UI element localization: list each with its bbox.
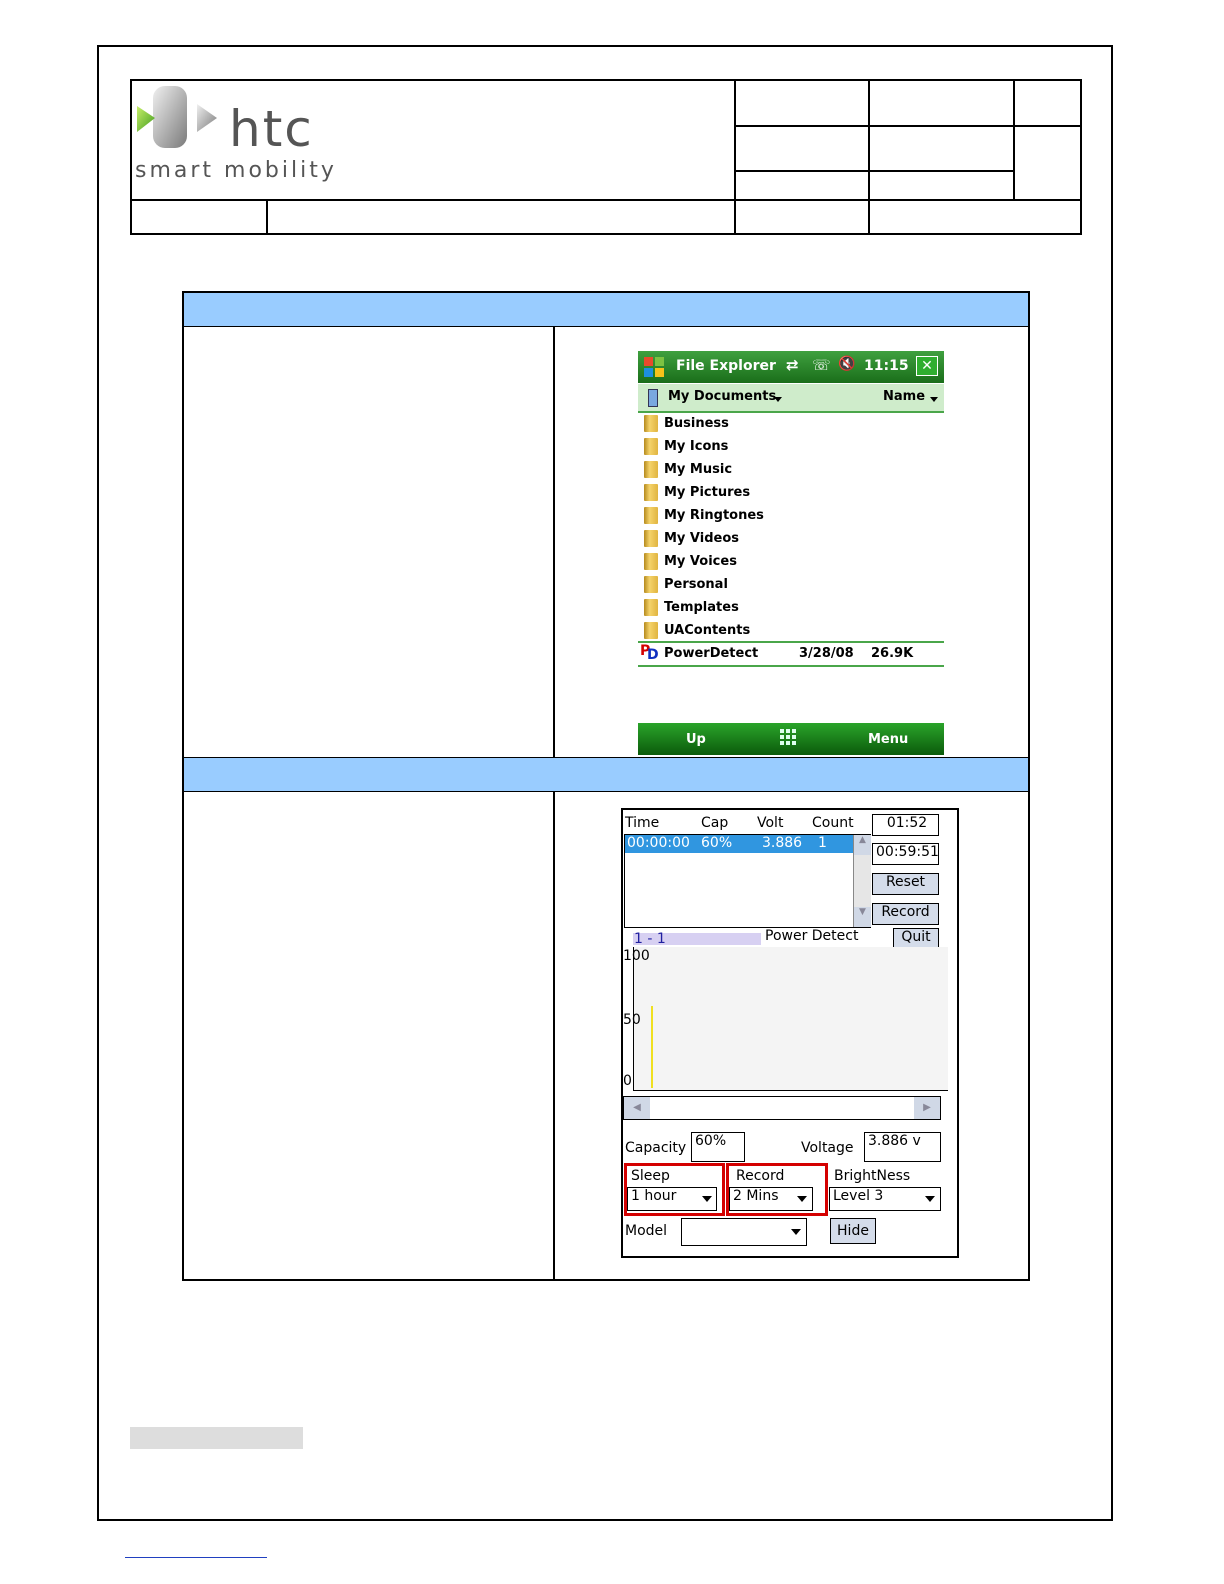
horizontal-scrollbar[interactable] bbox=[623, 1096, 941, 1120]
reset-button[interactable]: Reset bbox=[872, 873, 939, 895]
scroll-right-icon[interactable]: ▶ bbox=[914, 1097, 940, 1119]
close-icon[interactable]: ✕ bbox=[916, 356, 938, 376]
htc-logo bbox=[133, 84, 353, 194]
y-tick-50: 50 bbox=[623, 1012, 641, 1028]
model-label: Model bbox=[625, 1223, 668, 1239]
folder-icon bbox=[644, 461, 658, 478]
up-softkey[interactable]: Up bbox=[686, 732, 706, 747]
folder-icon bbox=[644, 576, 658, 593]
y-tick-0: 0 bbox=[623, 1073, 632, 1089]
app-title: Power Detect bbox=[765, 928, 859, 944]
record-button[interactable]: Record bbox=[872, 903, 939, 925]
list-item[interactable]: My Music bbox=[638, 459, 944, 481]
list-item[interactable]: Templates bbox=[638, 597, 944, 619]
chevron-down-icon bbox=[925, 1196, 935, 1202]
chevron-down-icon bbox=[702, 1196, 712, 1202]
capacity-field: 60% bbox=[691, 1132, 745, 1162]
brand-tagline: smart mobility bbox=[135, 158, 337, 183]
clock: 11:15 bbox=[864, 358, 909, 374]
list-item[interactable]: Business bbox=[638, 413, 944, 435]
brand-name: htc bbox=[229, 100, 314, 158]
softkey-bar bbox=[638, 723, 944, 755]
y-tick-100: 100 bbox=[623, 948, 650, 964]
hide-button[interactable]: Hide bbox=[830, 1218, 876, 1244]
folder-icon bbox=[644, 530, 658, 547]
voltage-label: Voltage bbox=[801, 1140, 854, 1156]
record-interval-select[interactable]: 2 Mins bbox=[729, 1187, 813, 1211]
range-label: 1 - 1 bbox=[634, 931, 666, 947]
chevron-down-icon bbox=[791, 1229, 801, 1235]
sort-dropdown[interactable]: Name bbox=[883, 389, 926, 404]
voltage-field: 3.886 v bbox=[864, 1132, 941, 1162]
chevron-down-icon bbox=[797, 1196, 807, 1202]
speaker-muted-icon: 🔇 bbox=[838, 356, 856, 372]
quit-button[interactable]: Quit bbox=[893, 928, 939, 950]
folder-icon bbox=[644, 438, 658, 455]
chevron-down-icon[interactable] bbox=[930, 397, 938, 402]
table-header-band-1 bbox=[184, 293, 1028, 327]
footer-gray-bar bbox=[130, 1427, 303, 1449]
folder-bar bbox=[638, 384, 944, 413]
windows-start-icon[interactable] bbox=[644, 357, 664, 377]
title-bar bbox=[638, 351, 944, 383]
graph-data-line bbox=[651, 1006, 653, 1088]
col-cap: Cap bbox=[701, 815, 729, 831]
table-header-band-2 bbox=[184, 757, 1028, 792]
file-explorer-screenshot bbox=[638, 351, 944, 755]
file-date: 3/28/08 bbox=[799, 646, 854, 661]
folder-icon bbox=[644, 415, 658, 432]
folder-icon bbox=[644, 484, 658, 501]
model-select[interactable] bbox=[681, 1218, 807, 1246]
scrollbar[interactable] bbox=[853, 835, 871, 927]
sleep-label: Sleep bbox=[631, 1168, 670, 1184]
footer-link-underline bbox=[125, 1557, 267, 1558]
elapsed-timer: 01:52 bbox=[872, 814, 939, 836]
scroll-up-icon[interactable]: ▲ bbox=[854, 835, 871, 855]
folder-icon bbox=[644, 622, 658, 639]
log-list[interactable] bbox=[624, 834, 871, 928]
record-label: Record bbox=[736, 1168, 785, 1184]
col-volt: Volt bbox=[757, 815, 784, 831]
col-count: Count bbox=[812, 815, 854, 831]
col-time: Time bbox=[625, 815, 660, 831]
scroll-down-icon[interactable]: ▼ bbox=[854, 907, 871, 927]
list-item[interactable]: UAContents bbox=[638, 620, 944, 642]
capacity-label: Capacity bbox=[625, 1140, 687, 1156]
brightness-select[interactable]: Level 3 bbox=[829, 1187, 941, 1211]
remaining-timer: 00:59:51 bbox=[872, 843, 939, 865]
folder-icon bbox=[644, 553, 658, 570]
list-item[interactable]: My Voices bbox=[638, 551, 944, 573]
app-title: File Explorer bbox=[676, 358, 776, 374]
connectivity-icon: ⇄ bbox=[786, 356, 799, 374]
device-icon bbox=[648, 389, 658, 407]
powerdetect-app-icon: P bbox=[640, 643, 651, 659]
file-name: PowerDetect bbox=[664, 646, 759, 661]
folder-icon bbox=[644, 507, 658, 524]
menu-softkey[interactable]: Menu bbox=[868, 732, 909, 747]
sleep-select[interactable]: 1 hour bbox=[627, 1187, 717, 1211]
table-row[interactable]: 00:00:00 60% 3.886 1 bbox=[625, 835, 853, 853]
list-item[interactable]: My Videos bbox=[638, 528, 944, 550]
keyboard-icon[interactable] bbox=[780, 729, 800, 749]
list-item[interactable]: My Icons bbox=[638, 436, 944, 458]
battery-graph bbox=[633, 947, 948, 1091]
power-detect-screenshot bbox=[621, 808, 959, 1258]
folder-icon bbox=[644, 599, 658, 616]
htc-logo-mark-icon bbox=[135, 84, 225, 154]
file-size: 26.9K bbox=[871, 646, 914, 661]
chevron-down-icon[interactable] bbox=[774, 397, 782, 402]
list-item[interactable]: Personal bbox=[638, 574, 944, 596]
phone-signal-icon: ☏ bbox=[812, 356, 831, 374]
scroll-left-icon[interactable]: ◀ bbox=[624, 1097, 650, 1119]
list-item[interactable]: My Pictures bbox=[638, 482, 944, 504]
file-row[interactable]: P D PowerDetect 3/28/08 26.9K bbox=[638, 641, 944, 667]
list-item[interactable]: My Ringtones bbox=[638, 505, 944, 527]
folder-dropdown[interactable]: My Documents bbox=[668, 389, 777, 404]
brightness-label: BrightNess bbox=[834, 1168, 911, 1184]
